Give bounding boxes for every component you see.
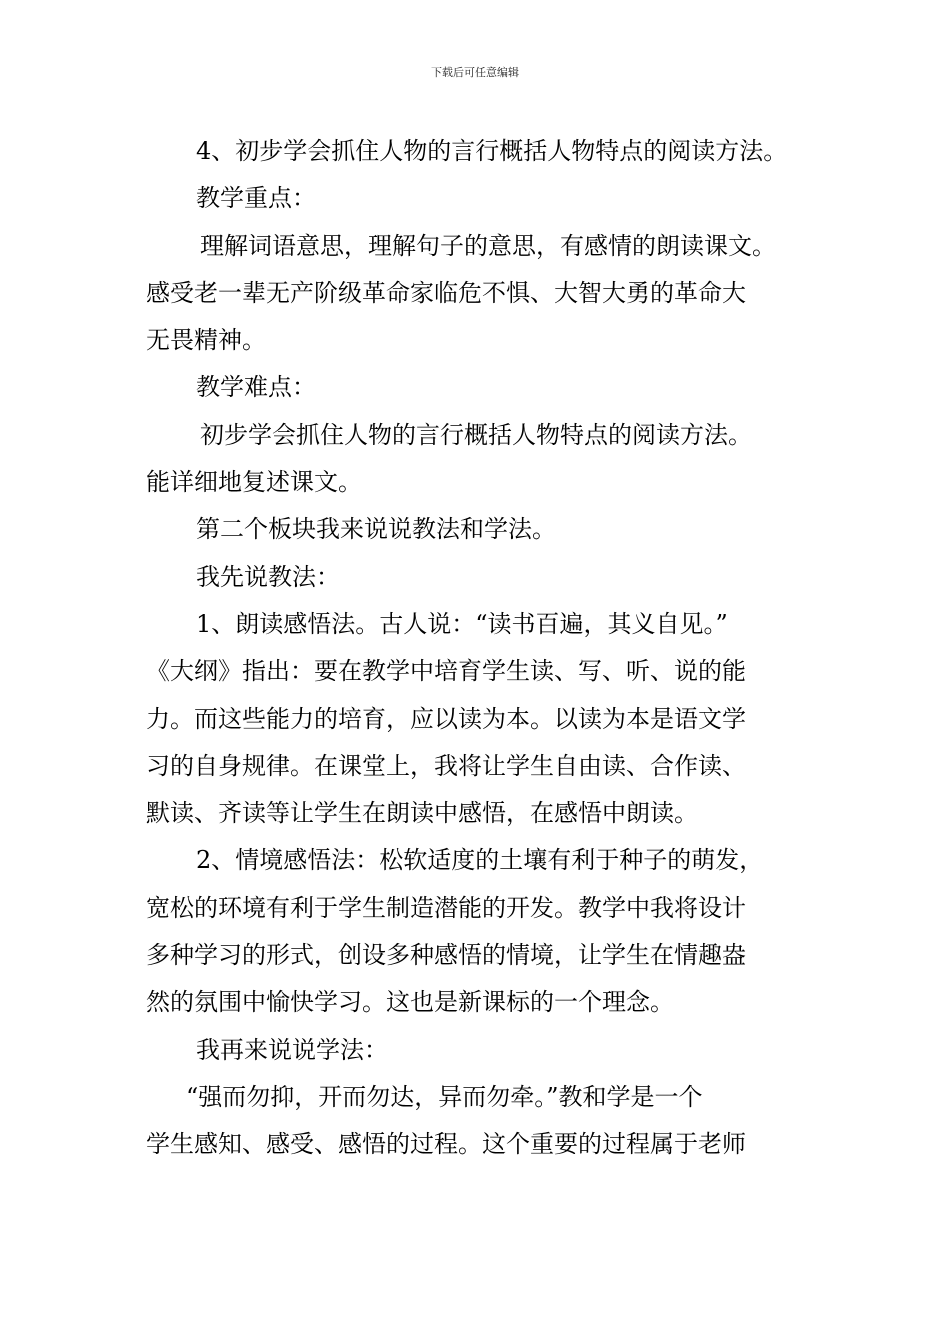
paragraph-line: 宽松的环境有利于学生制造潜能的开发。教学中我将设计 xyxy=(146,893,746,922)
paragraph-line: 学生感知、感受、感悟的过程。这个重要的过程属于老师 xyxy=(146,1130,746,1159)
paragraph-line: 习的自身规律。在课堂上，我将让学生自由读、合作读、 xyxy=(146,751,746,780)
paragraph-line: 1、朗读感悟法。古人说：“读书百遍，其义自见。” xyxy=(196,609,728,638)
paragraph-line: 2、情境感悟法：松软适度的土壤有利于种子的萌发， xyxy=(196,846,764,875)
page-header: 下载后可任意编辑 xyxy=(431,66,519,79)
paragraph-line: 默读、齐读等让学生在朗读中感悟，在感悟中朗读。 xyxy=(146,799,698,828)
paragraph-line: 多种学习的形式，创设多种感悟的情境，让学生在情趣盎 xyxy=(146,941,746,970)
paragraph-line: 然的氛围中愉快学习。这也是新课标的一个理念。 xyxy=(146,988,674,1017)
paragraph-line: 理解词语意思，理解句子的意思，有感情的朗读课文。 xyxy=(200,231,776,260)
paragraph-line: 《大纲》指出：要在教学中培育学生读、写、听、说的能 xyxy=(146,657,746,686)
section-heading: 教学重点： xyxy=(196,184,316,213)
paragraph-line: 4、初步学会抓住人物的言行概括人物特点的阅读方法。 xyxy=(196,137,788,165)
paragraph-line: 感受老一辈无产阶级革命家临危不惧、大智大勇的革命大 xyxy=(146,278,746,307)
paragraph-line: 力。而这些能力的培育，应以读为本。以读为本是语文学 xyxy=(146,704,746,733)
section-heading: 我先说教法： xyxy=(196,562,340,591)
paragraph-line: 无畏精神。 xyxy=(146,326,266,355)
paragraph-line: “强而勿抑，开而勿达，异而勿牵。”教和学是一个 xyxy=(186,1082,703,1111)
section-heading: 教学难点： xyxy=(196,373,316,402)
paragraph-line: 初步学会抓住人物的言行概括人物特点的阅读方法。 xyxy=(200,420,752,449)
section-heading: 我再来说说学法： xyxy=(196,1035,388,1064)
paragraph-line: 能详细地复述课文。 xyxy=(146,468,362,497)
paragraph-line: 第二个板块我来说说教法和学法。 xyxy=(196,515,556,544)
document-body xyxy=(146,128,818,1169)
